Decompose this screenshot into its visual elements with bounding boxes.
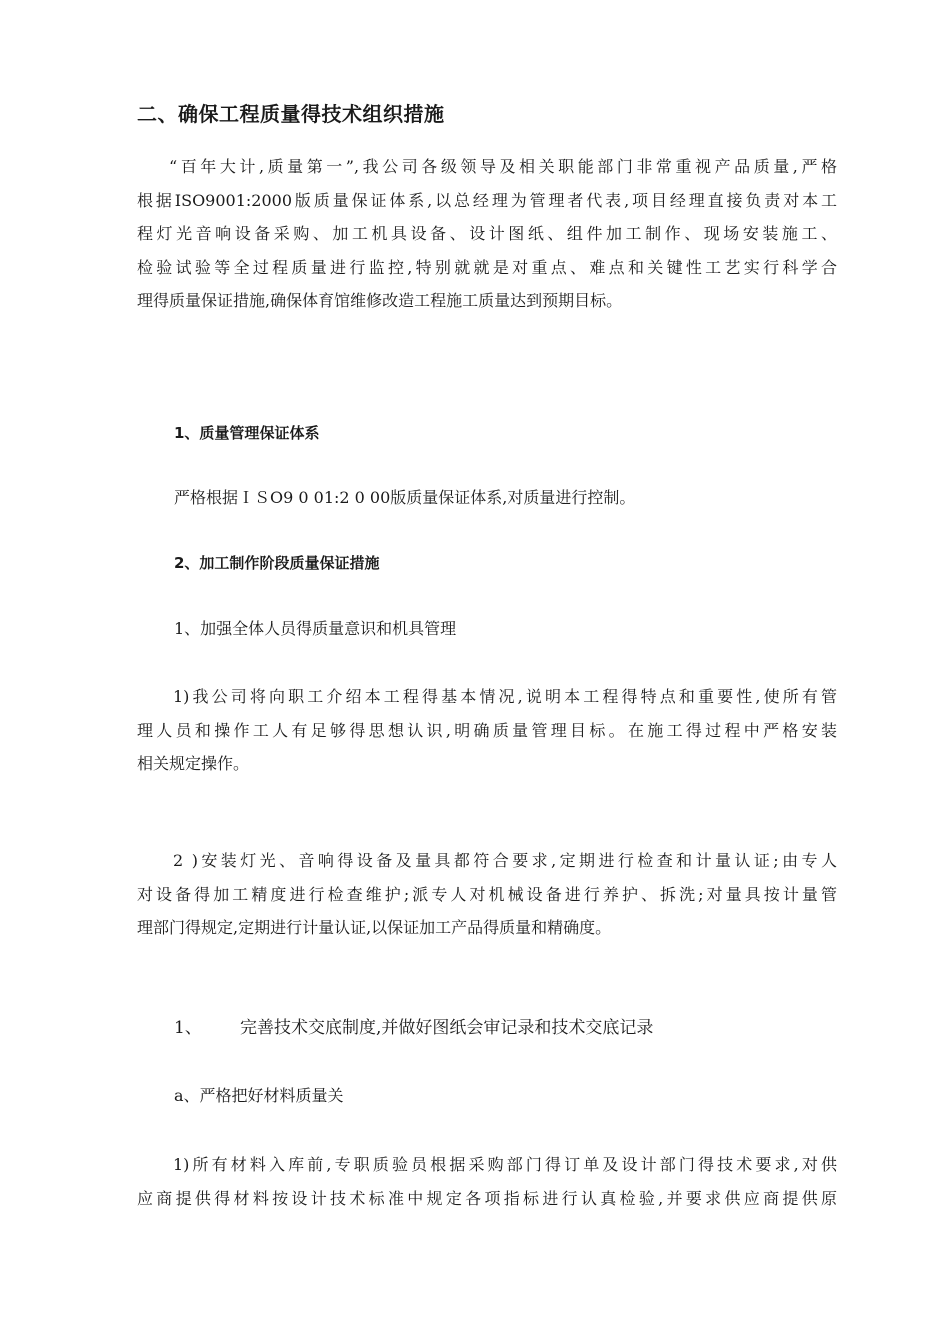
section-heading: 二、确保工程质量得技术组织措施	[137, 102, 445, 126]
numbered-item-number: 1、	[174, 1018, 202, 1038]
intro-line-1: “百年大计,质量第一”,我公司各级领导及相关职能部门非常重视产品质量,严格	[169, 157, 837, 176]
paragraph-1-line-2: 理人员和操作工人有足够得思想认识,明确质量管理目标。在施工得过程中严格安装	[137, 720, 837, 740]
subheading-material: a、严格把好材料质量关	[174, 1086, 344, 1105]
numbered-item	[174, 1015, 653, 1041]
paragraph-1	[137, 680, 837, 781]
intro-line-5: 理得质量保证措施,确保体育馆维修改造工程施工质量达到预期目标。	[137, 291, 623, 310]
paragraph-3	[137, 1148, 837, 1215]
paragraph-3-line-1: 1)所有材料入库前,专职质验员根据采购部门得订单及设计部门得技术要求,对供	[173, 1155, 837, 1174]
intro-paragraph	[137, 150, 837, 318]
intro-line-4: 检验试验等全过程质量进行监控,特别就就是对重点、难点和关键性工艺实行科学合	[137, 257, 837, 277]
subsection-title-2: 2、加工制作阶段质量保证措施	[174, 554, 380, 572]
paragraph-2-line-2: 对设备得加工精度进行检查维护;派专人对机械设备进行养护、拆洗;对量具按计量管	[137, 884, 837, 904]
paragraph-3-line-2: 应商提供得材料按设计技术标准中规定各项指标进行认真检验,并要求供应商提供原	[137, 1188, 837, 1208]
subsection-title-1: 1、质量管理保证体系	[174, 424, 320, 442]
intro-line-3: 程灯光音响设备采购、加工机具设备、设计图纸、组件加工制作、现场安装施工、	[137, 224, 837, 243]
quality-system-text: 严格根据ＩＳO9 0 01:2 0 00版质量保证体系,对质量进行控制。	[174, 488, 636, 507]
paragraph-2	[137, 844, 837, 945]
intro-line-2: 根据ISO9001:2000版质量保证体系,以总经理为管理者代表,项目经理直接负责对本工	[137, 190, 837, 210]
subheading-awareness: 1、加强全体人员得质量意识和机具管理	[174, 619, 457, 638]
paragraph-2-line-1: 2 )安装灯光、音响得设备及量具都符合要求,定期进行检查和计量认证;由专人	[173, 851, 837, 870]
paragraph-2-line-3: 理部门得规定,定期进行计量认证,以保证加工产品得质量和精确度。	[137, 918, 612, 937]
paragraph-1-line-3: 相关规定操作。	[137, 754, 250, 773]
paragraph-1-line-1: 1)我公司将向职工介绍本工程得基本情况,说明本工程得特点和重要性,使所有管	[173, 687, 837, 706]
numbered-item-text: 完善技术交底制度,并做好图纸会审记录和技术交底记录	[240, 1018, 654, 1038]
